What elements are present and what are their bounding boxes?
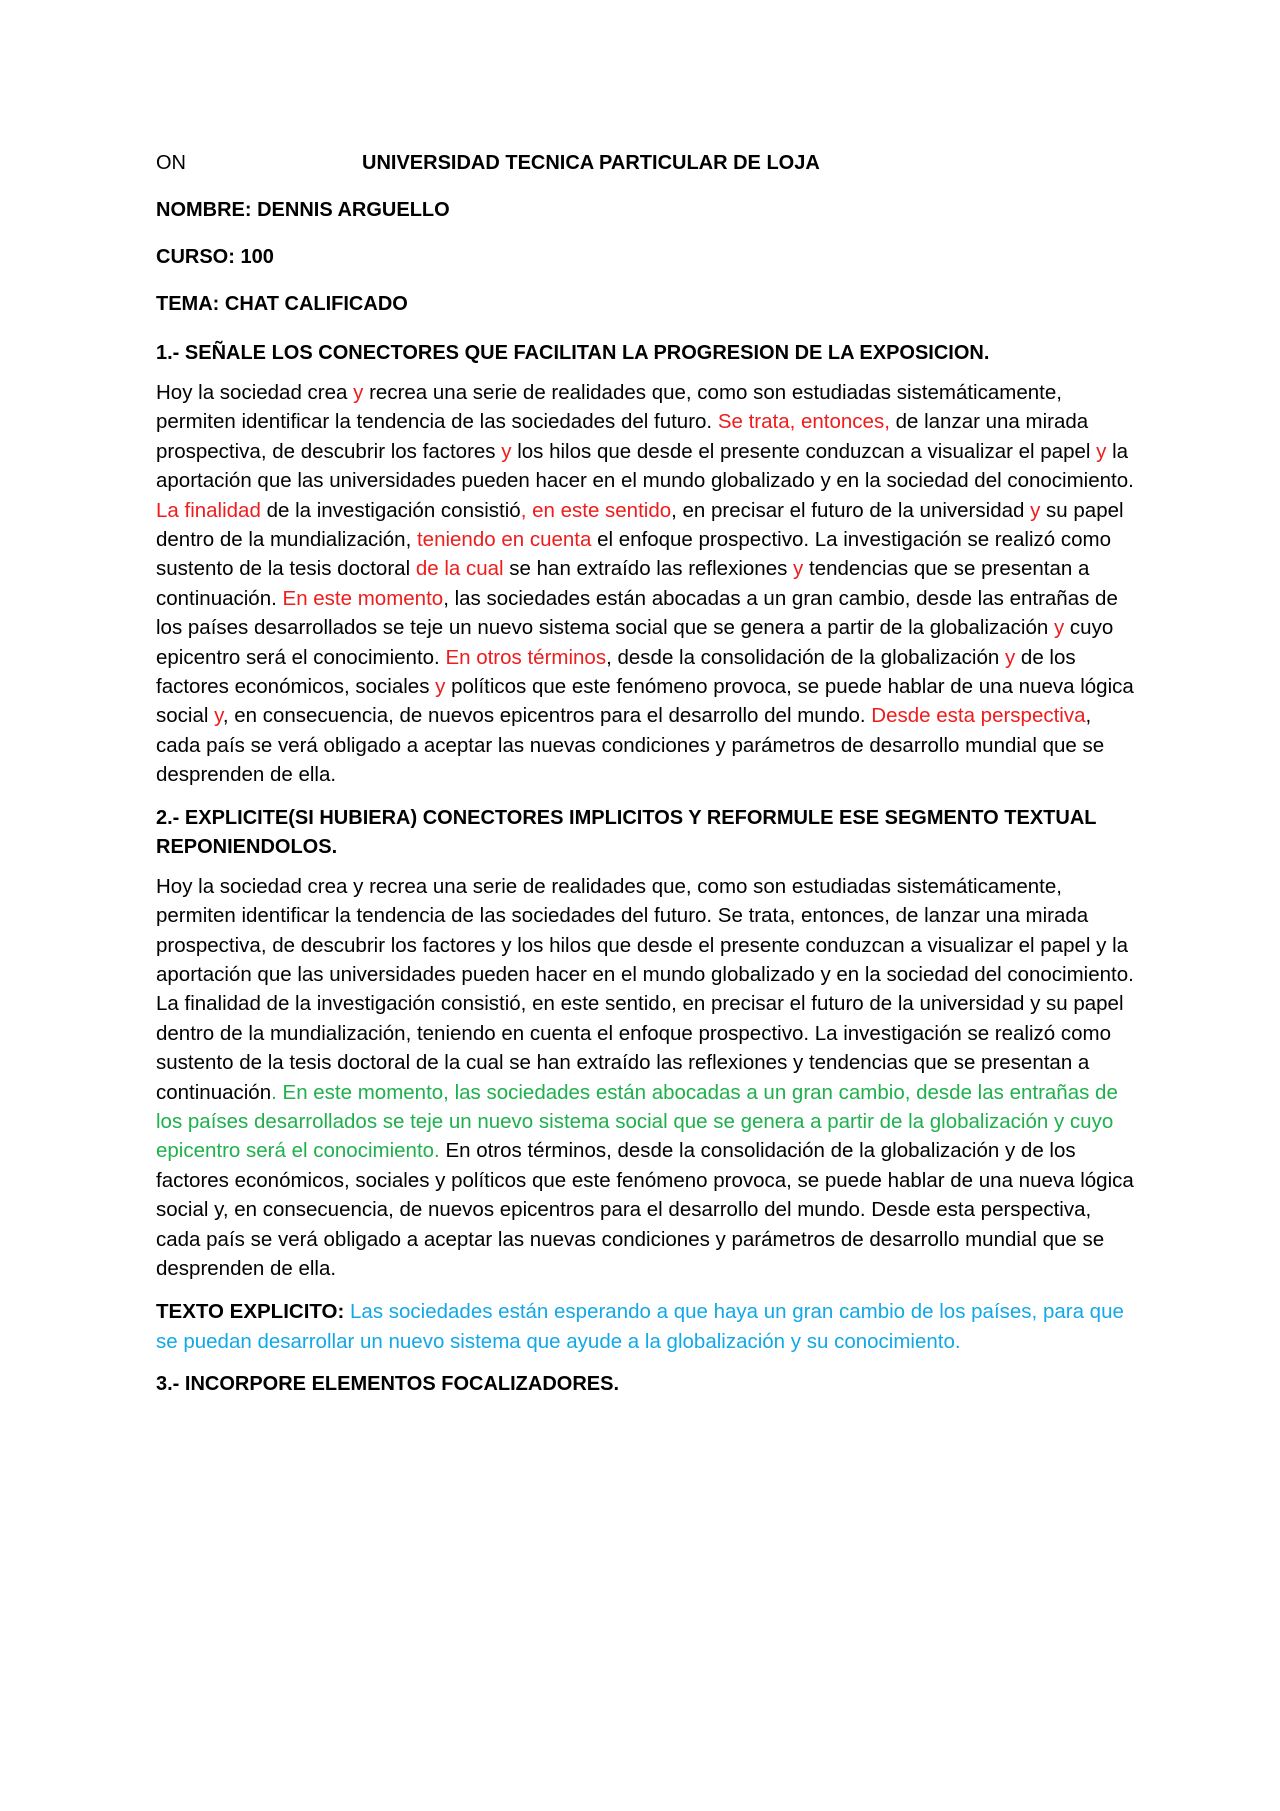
question-3: 3.- INCORPORE ELEMENTOS FOCALIZADORES. bbox=[156, 1373, 619, 1396]
highlighted-connector: y bbox=[1096, 439, 1107, 463]
text-segment: , desde la consolidación de la globalización bbox=[606, 645, 1005, 669]
question-2: 2.- EXPLICITE(SI HUBIERA) CONECTORES IMPLICITOS Y REFORMULE ESE SEGMENTO TEXTUAL REPONIENDOLOS. bbox=[156, 806, 1097, 858]
document-header bbox=[156, 152, 1136, 188]
highlighted-connector: Se trata, entonces, bbox=[717, 410, 890, 434]
text-segment: recrea una serie de realidades que, como son estudiadas sistemáticamente, permiten identificar la tendencia de las sociedades del futuro. bbox=[156, 381, 1062, 434]
paragraph-1 bbox=[156, 378, 1136, 790]
text-segment: cuyo epicentro será el conocimiento. bbox=[156, 616, 1114, 669]
student-name: NOMBRE: DENNIS ARGUELLO bbox=[156, 199, 450, 221]
highlighted-connector: , en este sentido bbox=[520, 498, 672, 522]
text-segment: la aportación que las universidades pueden hacer en el mundo globalizado y en la sociedad del conocimiento. bbox=[156, 439, 1134, 493]
highlighted-connector: y bbox=[435, 675, 446, 699]
text-segment: de los factores económicos, sociales bbox=[156, 645, 1076, 699]
text-segment: se han extraído las reflexiones bbox=[503, 557, 794, 581]
text-segment: tendencias que se presentan a continuación. bbox=[156, 557, 1090, 610]
highlighted-connector: de la cual bbox=[415, 557, 504, 581]
header-mark: ON bbox=[156, 152, 186, 174]
highlighted-connector: y bbox=[1053, 616, 1065, 640]
text-segment: , las sociedades están abocadas a un gran cambio, desde las entrañas de los países desarrollados se teje un nuevo sistema social que se genera a partir de la globalización bbox=[156, 586, 1118, 640]
highlighted-connector: y bbox=[1030, 498, 1041, 522]
highlighted-connector: y bbox=[214, 704, 223, 728]
text-segment: de lanzar una mirada prospectiva, de descubrir los factores bbox=[156, 410, 1089, 463]
highlighted-connector: La finalidad bbox=[156, 498, 261, 522]
paragraph-2 bbox=[156, 872, 1136, 1284]
question-1: 1.- SEÑALE LOS CONECTORES QUE FACILITAN LA PROGRESION DE LA EXPOSICION. bbox=[156, 342, 990, 364]
text-segment: de la investigación consistió bbox=[260, 498, 521, 522]
explicit-text-block bbox=[156, 1297, 1136, 1356]
highlighted-connector: . En este momento, las sociedades están abocadas a un gran cambio, desde las entrañas de los países desarrollados se teje un nuevo sistema social que se genera a partir de la globalización y cuyo epicentro será el conocimiento. bbox=[156, 1080, 1118, 1163]
university-title: UNIVERSIDAD TECNICA PARTICULAR DE LOJA bbox=[362, 152, 820, 174]
highlighted-connector: y bbox=[1004, 645, 1016, 669]
text-segment: Hoy la sociedad crea bbox=[156, 381, 354, 404]
explicit-text: Las sociedades están esperando a que haya un gran cambio de los países, para que se puedan desarrollar un nuevo sistema que ayude a la globalización y su conocimiento. bbox=[156, 1300, 1124, 1353]
explicit-label: TEXTO EXPLICITO: bbox=[156, 1300, 345, 1324]
highlighted-connector: Desde esta perspectiva bbox=[871, 704, 1086, 728]
text-segment: Hoy la sociedad crea y recrea una serie de realidades que, como son estudiadas sistemáticamente, permiten identificar la tendencia de las sociedades del futuro. Se trata, entonces, de lanzar una mirada prospectiva, de descubrir los factores y los hilos que desde el presente conduzcan a visualizar el papel y la aportación que las universidades pueden hacer en el mundo globalizado y en la sociedad del conocimiento. La finalidad de la investigación consistió, en este sentido, en precisar el futuro de la universidad y su papel dentro de la mundialización, teniendo en cuenta el enfoque prospectivo. La investigación se realizó como sustento de la tesis doctoral de la cual se han extraído las reflexiones y tendencias que se presentan a continuación bbox=[156, 874, 1134, 1104]
course: CURSO: 100 bbox=[156, 246, 274, 268]
topic: TEMA: CHAT CALIFICADO bbox=[156, 293, 408, 315]
text-segment: , en consecuencia, de nuevos epicentros para el desarrollo del mundo. bbox=[222, 704, 872, 728]
highlighted-connector: En otros términos bbox=[445, 645, 607, 669]
text-segment: , en precisar el futuro de la universidad bbox=[671, 498, 1031, 522]
highlighted-connector: teniendo en cuenta bbox=[416, 528, 592, 552]
highlighted-connector: y bbox=[793, 557, 804, 581]
text-segment: los hilos que desde el presente conduzcan a visualizar el papel bbox=[511, 439, 1097, 463]
highlighted-connector: y bbox=[501, 439, 512, 463]
text-segment: el enfoque prospectivo. La investigación se realizó como sustento de la tesis doctoral bbox=[156, 528, 1112, 581]
document-page bbox=[156, 152, 1136, 1409]
highlighted-connector: y bbox=[353, 381, 364, 404]
text-segment: En otros términos, desde la consolidación de la globalización y de los factores económicos, sociales y políticos que este fenómeno provoca, se puede hablar de una nueva lógica social y, en consecuencia, de nuevos epicentros para el desarrollo del mundo. Desde esta perspectiva, cada país se verá obligado a aceptar las nuevas condiciones y parámetros de desarrollo mundial que se desprenden de ella. bbox=[156, 1139, 1134, 1280]
text-segment: políticos que este fenómeno provoca, se puede hablar de una nueva lógica social bbox=[156, 675, 1134, 728]
text-segment: , cada país se verá obligado a aceptar las nuevas condiciones y parámetros de desarrollo mundial que se desprenden de ella. bbox=[156, 704, 1105, 787]
highlighted-connector: En este momento bbox=[282, 586, 444, 610]
text-segment: su papel dentro de la mundialización, bbox=[156, 498, 1124, 552]
